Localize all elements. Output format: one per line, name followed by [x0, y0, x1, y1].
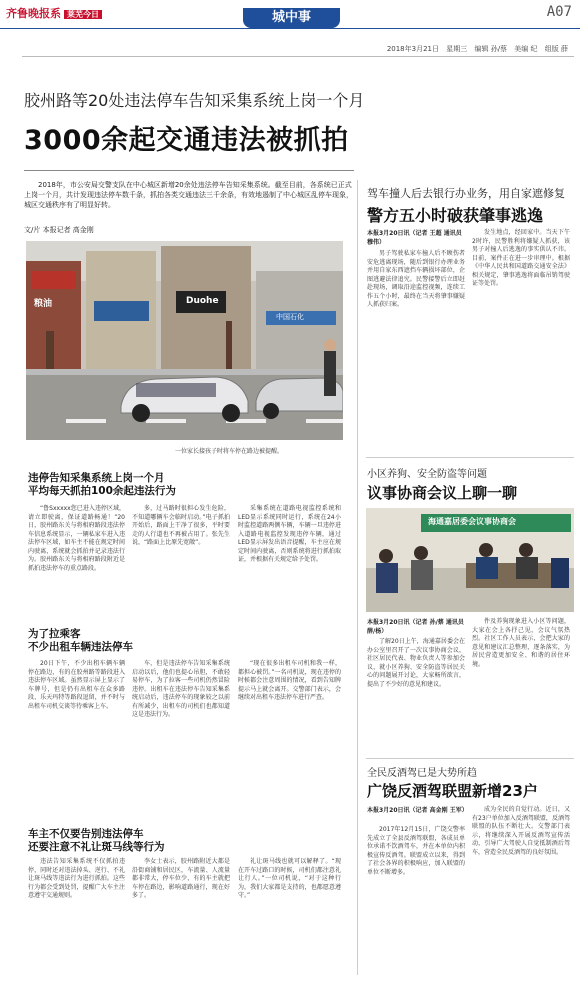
date-text: 2018年3月21日 — [386, 45, 439, 53]
lead-headline: 3000余起交通违法被抓拍 — [24, 125, 349, 156]
story-b-subhead-line2: 不少出租车辆违法停车 — [28, 641, 133, 653]
right1-col-1: 男子驾驶私家车撞人后不顾伤者安危逃离现场，随后到银行办理业务并用自家东西遮挡车辆损坏部位，企图逃避法律追究。民警接警后立即赶赴现场，调取沿途监控视频，连续工作五个小时，最终在当天将肇事嫌疑人抓获归案。 — [367, 250, 465, 308]
story-c-col-1: 违法告知采集系统不仅抓拍违停，同时还对违法掉头、逆行、不礼让斑马线等违法行为进行抓拍。这些行为都会受到处罚，提醒广大车主注意遵守交通规则。 — [28, 858, 125, 899]
right2-byline: 本报3月20日讯（记者 孙/蔡 通讯员 薛/杨） — [367, 619, 464, 635]
story-b-subhead-line1: 为了拉乘客 — [28, 628, 81, 640]
story-b-col-2: 车，但是违法停车告知采集系统启动以后，他们也提心吊胆，不敢轻易停车，为了拉客一些司机仍然冒险违停。出租车在违法停车告知采集系统启动后，违法停车的现象较之以前有所减少，出租车的司机们也都知道这是违法行为。 — [132, 660, 230, 718]
right-divider-2 — [366, 758, 574, 759]
right1-kicker: 驾车撞人后去银行办业务，用自家遮修复 — [367, 187, 565, 200]
page-number: A07 — [546, 4, 572, 20]
right3-kicker: 全民反酒驾已是大势所趋 — [367, 768, 477, 779]
photo-caption: 一位家长接孩子时将车停在路边被提醒。 — [175, 448, 284, 455]
story-c-col-2: 李女士表示，胶州路附近大都是沿街商铺和居民区，车流量、人流量都非常大，停车位少，有的车主就把车停在路边，影响道路通行，现在好多了。 — [132, 858, 230, 899]
right-divider-1 — [366, 457, 574, 458]
story-a-col-1: “鲁Sxxxxx您已进入违停区域，请立即驶离，保证道路畅通！”20日，胶州路东关与将相府路段违法停车信息系统显示，一辆私家车进入违法停车区域，如车主不能在规定时间内驶离，系统就会抓拍并记录违法行为。胶州路东关与将相府路段附近是抓拍违法停车的重点路段。 — [28, 505, 125, 572]
lead-byline: 文/片 本报记者 高金刚 — [24, 226, 94, 234]
section-tab: 城中事 — [243, 8, 340, 28]
newspaper-brand: 齐鲁晚报系 莱芜今日 — [6, 5, 102, 21]
right2-headline: 议事协商会议上聊一聊 — [367, 484, 518, 502]
photo-sign-1: 粮油 — [34, 299, 53, 309]
right1-col-2: 发生地点，经回家中。当天下午2时许，民警胜利将嫌疑人抓获，该男子对撞人后逃逸的事实供认不讳。目前，案件正在进一步审理中。根据《中华人民共和国道路交通安全法》相关规定，肇事逃逸将面临吊销驾驶证等处罚。 — [472, 229, 570, 287]
dateline-divider — [22, 56, 574, 57]
column-divider — [357, 180, 358, 975]
right1-byline: 本报3月20日讯（记者 王超 通讯员 穆伟） — [367, 230, 462, 246]
right2-col-2: 件及养狗现象进入小区等问题，大家在会上各抒己见，会议气氛热烈。社区工作人员表示，会把大家的意见和建议汇总整理，逐条落实，为居民营造更加安全、和谐的居住环境。 — [472, 618, 570, 668]
designer-text: 美编 纪 — [514, 45, 538, 53]
right3-headline: 广饶反酒驾联盟新增23户 — [367, 782, 538, 800]
header-divider — [0, 28, 580, 29]
story-a-subhead-line2: 平均每天抓拍100余起违法行为 — [28, 485, 176, 497]
lead-divider — [24, 170, 354, 171]
right3-col-2: 成为全民的自觉行动。近日，又有23户单位加入反酒驾联盟，反酒驾联盟的队伍不断壮大。交警部门表示，将继续深入开展反酒驾宣传活动，引导广大驾驶人自觉抵制酒后驾车，营造全民反酒驾的良好氛围。 — [472, 806, 570, 856]
right2-kicker: 小区养狗、安全防盗等问题 — [367, 469, 487, 480]
weekday-text: 星期三 — [446, 45, 468, 53]
brand-slogan: 莱芜今日 — [64, 10, 102, 19]
right3-col-1: 2017年12月15日，广饶交警率先成立了全县反酒驾联盟，各成员单位承诺不饮酒驾车，并在本单位内积极宣传反酒驾。联盟成立以来，得到了社会各界的积极响应，加入联盟的单位不断增多。 — [367, 826, 465, 876]
street-scene-illustration — [26, 241, 343, 440]
story-a-subhead — [28, 472, 176, 498]
dateline — [382, 44, 568, 54]
proof-text: 组版 薛 — [544, 45, 568, 53]
editor-text: 编辑 孙/蔡 — [474, 45, 508, 53]
lead-paragraph: 2018年，市公安局交警支队在中心城区新增20余处违法停车告知采集系统。截至目前，各系统已正式上岗一个月，共计发现违法停车数千条，抓拍各类交通违法三千余条，有效地遏制了中心城区乱停车现象，城区交通秩序有了明显好转。 — [24, 181, 353, 209]
right2-col-1: 了解20日上午，海通嘉居委会在办公室里召开了一次议事协商会议，社区居民代表、物业负责人等参加会议，就小区养狗、安全防盗等居民关心的问题展开讨论，大家畅所欲言，提出了不少好的意见和建议。 — [367, 638, 465, 688]
story-c-col-3: 礼让斑马线也就可以解释了。“现在开车过路口的时候，司机们都注意礼让行人。”一位司机说，“对于这种行为，我们大家都是支持的，也都愿意遵守。” — [238, 858, 341, 899]
right3-byline: 本报3月20日讯（记者 高金刚 王军） — [367, 807, 468, 814]
photo-sign-2: Duohe — [186, 296, 219, 306]
street-photo — [26, 241, 343, 440]
story-b-col-1: 20日下午，不少出租车辆车辆停在路边，有的在胶州路等路段进入违法停车区域。虽然显示屏上显示了车牌号，但是仍有出租车在众多路段、乐天玛特等路段逗留，并不时与出租车司机交谈等待乘客上车。 — [28, 660, 125, 710]
story-c-subhead — [28, 828, 165, 854]
story-a-subhead-line1: 违停告知采集系统上岗一个月 — [28, 472, 165, 484]
story-c-subhead-line1: 车主不仅要告别违法停车 — [28, 828, 144, 840]
story-c-subhead-line2: 还要注意不礼让斑马线等行为 — [28, 841, 165, 853]
lead-kicker: 胶州路等20处违法停车告知采集系统上岗一个月 — [24, 91, 365, 110]
meeting-photo — [366, 508, 574, 612]
right1-headline: 警方五小时破获肇事逃逸 — [367, 206, 544, 225]
photo-sign-3: 中国石化 — [276, 313, 304, 321]
story-b-subhead — [28, 628, 133, 654]
meeting-banner: 海通嘉居委会议事协商会 — [428, 517, 516, 526]
story-b-col-3: “现在很多出租车司机和我一样，都担心被罚。”一名司机说，现在违停的时候都会注意周围的情况，看到告知牌提示马上就会离开。交警部门表示，会继续对出租车违法停车进行严查。 — [238, 660, 341, 701]
story-a-col-3: 采集系统在道路电视监控系统和LED显示系统同时运行，系统在24小时监控道路两侧车辆，车辆一旦违停进入道路电视监控发现违停车辆，通过LED显示屏发出语音提醒，车主应在规定时间内驶离，否则系统将进行抓拍取证，并根据有关规定给予处罚。 — [238, 505, 341, 563]
story-a-col-2: 多，过马路时很担心发生危险，不知道哪辆车会临时启动。”电子抓拍开始后，路面上干净了很多，平时要走的人行道也不再被占用了。张先生说，“路面上比原先宽敞”。 — [132, 505, 230, 546]
